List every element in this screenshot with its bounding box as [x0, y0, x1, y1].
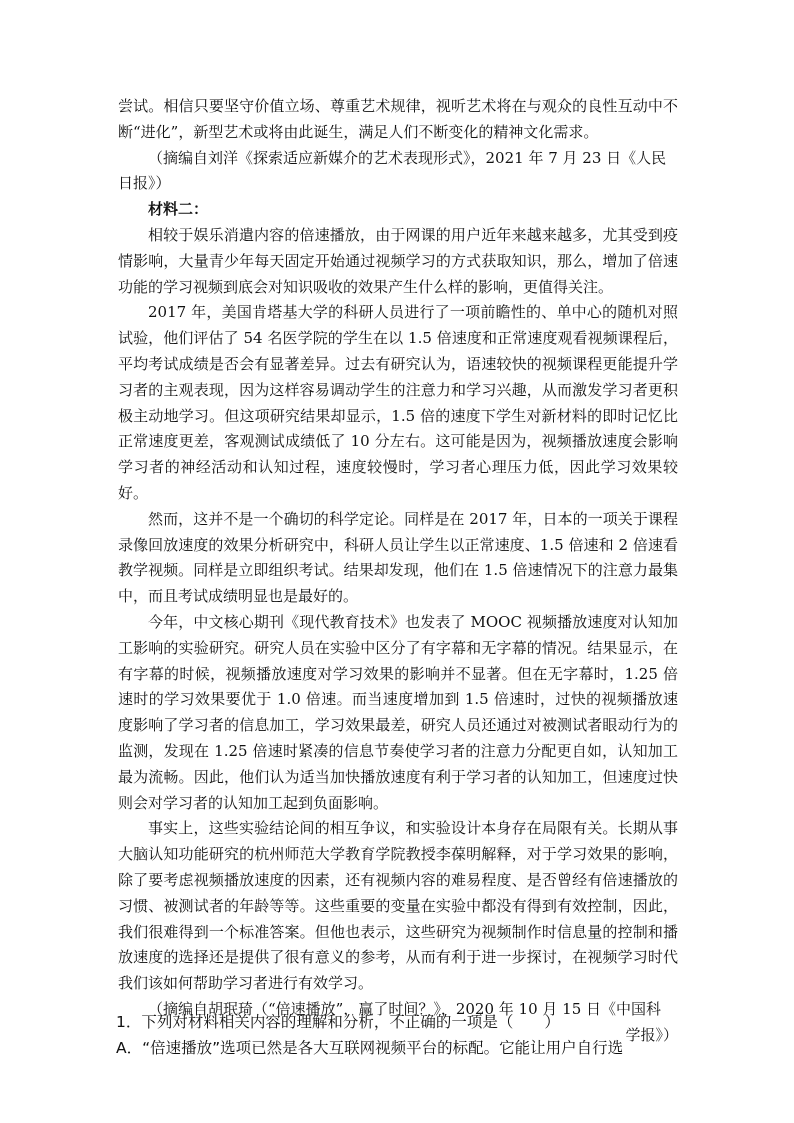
material-2-paragraph-5: 事实上，这些实验结论间的相互争议，和实验设计本身存在局限有关。长期从事大脑认知功能研究的杭州师范大学教育学院教授李葆明解释，对于学习效果的影响，除了要考虑视频播放速度的因素，还有视频内容的难易程度、是否曾经有倍速播放的习惯、被测试者的年龄等等。这些重要的变量在实验中都没有得到有效控制，因此，我们很难得到一个标准答案。但他也表示，这些研究为视频制作时信息量的控制和播放速度的选择还是提供了很有意义的参考，从而有利于进一步探讨，在视频学习时代我们该如何帮助学习者进行有效学习。 [118, 819, 678, 993]
source-citation-material-2-end: 学报》） [625, 1025, 678, 1044]
option-a: A．“倍速播放”选项已然是各大互联网视频平台的标配。它能让用户自行选 [116, 1039, 624, 1057]
source-citation-material-2: （摘编自胡珉琦（“倍速播放”，赢了时间？》，2020 年 10 月 15 日《中国科 [148, 999, 662, 1018]
paragraph-intro-continued: 尝试。相信只要坚守价值立场、尊重艺术规律，视听艺术将在与观众的良性互动中不断“进化”，新型艺术或将由此诞生，满足人们不断变化的精神文化需求。 [118, 97, 678, 141]
source-citation-material-1: （摘编自刘洋《探索适应新媒介的艺术表现形式》，2021 年 7 月 23 日《人民日报》） [118, 148, 667, 193]
material-2-heading: 材料二： [148, 200, 209, 219]
article-body [118, 94, 678, 1048]
question-stem: 1．下列对材料相关内容的理解和分析，不正确的一项是（ ） [116, 1013, 560, 1031]
material-2-paragraph-4: 今年，中文核心期刊《现代教育技术》也发表了 MOOC 视频播放速度对认知加工影响的实验研究。研究人员在实验中区分了有字幕和无字幕的情况。结果显示，在有字幕的时候，视频播放速度对学习效果的影响并不显著。但在无字幕时，1.25 倍速时的学习效果要优于 1.0 倍速。而当速度增加到 1.5 倍速时，过快的视频播放速度影响了学习者的信息加工，学习效果最差，研究人员还通过对被测试者眼动行为的监测，发现在 1.25 倍速时紧凑的信息节奏使学习者的注意力分配更自如，认知加工最为流畅。因此，他们认为适当加快播放速度有利于学习者的认知加工，但速度过快则会对学习者的认知加工起到负面影响。 [118, 612, 678, 812]
material-2-paragraph-3: 然而，这并不是一个确切的科学定论。同样是在 2017 年，日本的一项关于课程录像回放速度的效果分析研究中，科研人员让学生以正常速度、1.5 倍速和 2 倍速看教学视频。同样是立即组织考试。结果却发现，他们在 1.5 倍速情况下的注意力最集中，而且考试成绩明显也是最好的。 [118, 509, 678, 606]
question-block [116, 1009, 676, 1061]
material-2-paragraph-2: 2017 年，美国肯塔基大学的科研人员进行了一项前瞻性的、单中心的随机对照试验，他们评估了 54 名医学院的学生在以 1.5 倍速度和正常速度观看视频课程后，平均考试成绩是否会有显著差异。过去有研究认为，语速较快的视频课程更能提升学习者的主观表现，因为这样容易调动学生的注意力和学习兴趣，从而激发学习者更积极主动地学习。但这项研究结果却显示，1.5 倍的速度下学生对新材料的即时记忆比正常速度更差，客观测试成绩低了 10 分左右。这可能是因为，视频播放速度会影响学习者的神经活动和认知过程，速度较慢时，学习者心理压力低，因此学习效果较好。 [118, 303, 678, 502]
material-2-paragraph-1: 相较于娱乐消遣内容的倍速播放，由于网课的用户近年来越来越多，尤其受到疫情影响，大量青少年每天固定开始通过视频学习的方式获取知识，那么，增加了倍速功能的学习视频到底会对知识吸收的效果产生什么样的影响，更值得关注。 [118, 225, 678, 296]
